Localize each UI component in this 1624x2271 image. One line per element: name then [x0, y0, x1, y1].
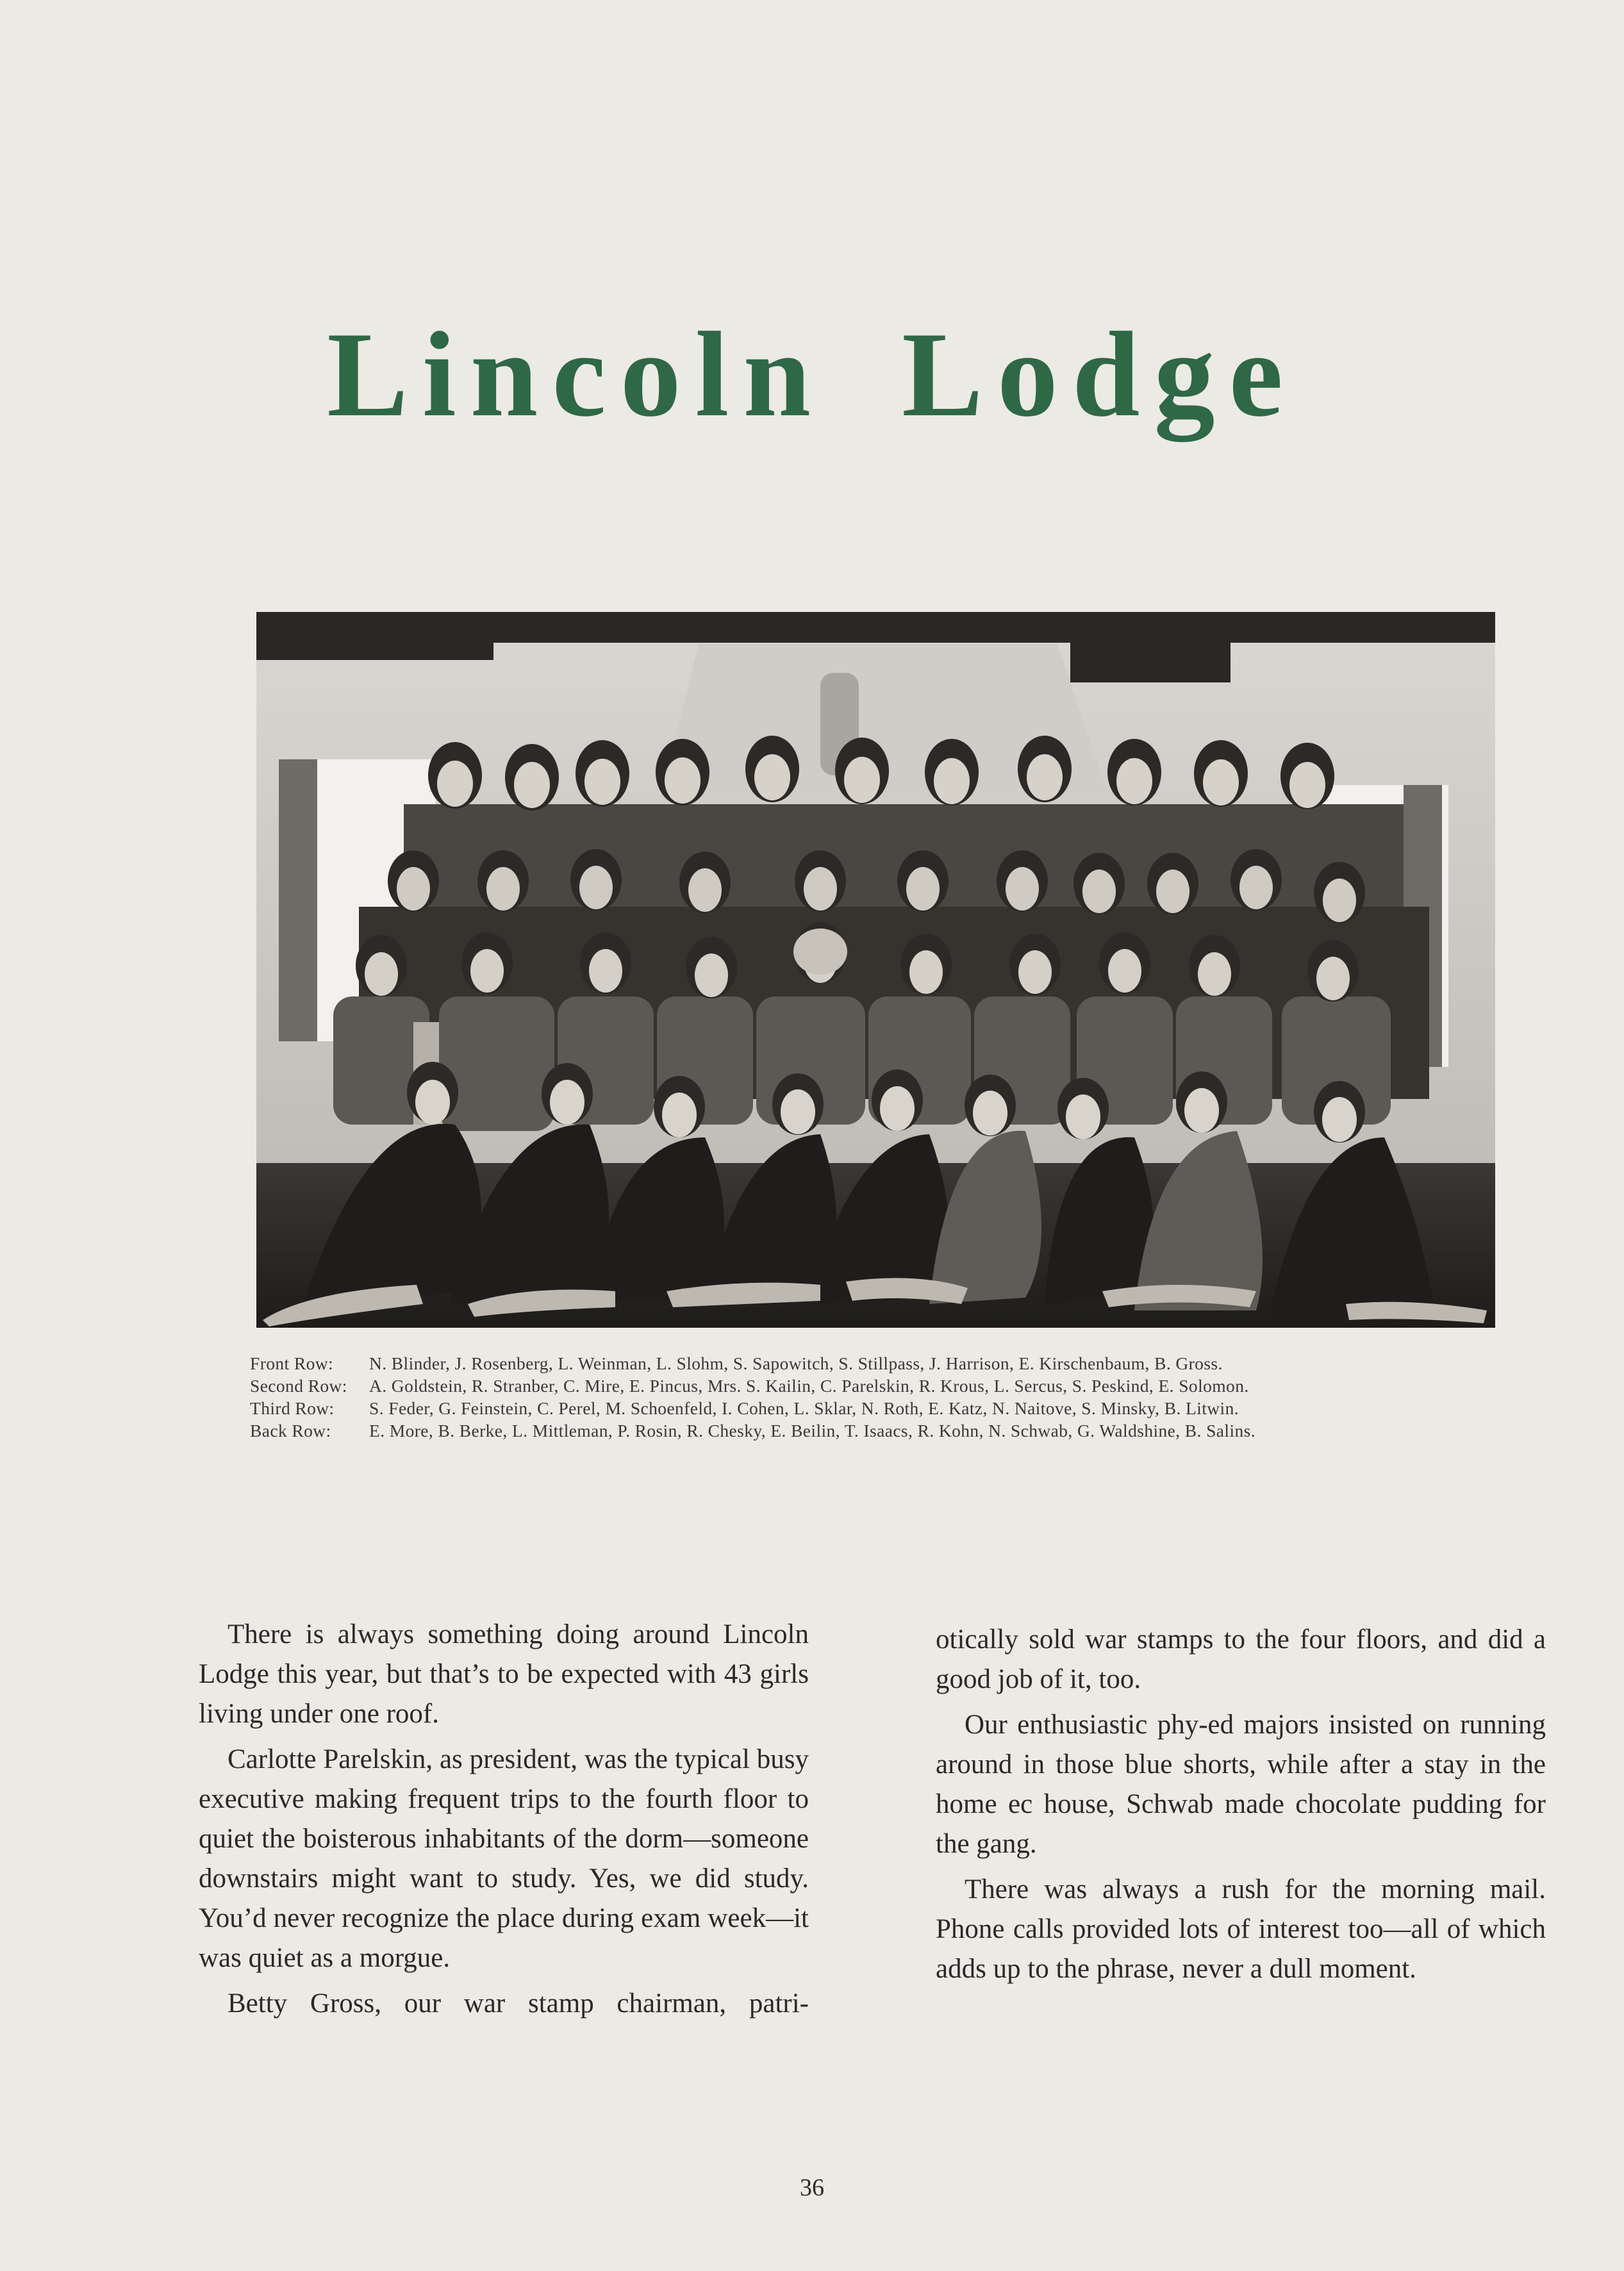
photo-caption	[250, 1352, 1506, 1442]
title-word-lincoln: Lincoln	[327, 308, 825, 442]
paragraph: Betty Gross, our war stamp chairman, patri-	[228, 1988, 809, 2019]
caption-row-second: Second Row: A. Goldstein, R. Stranber, C. Mire, E. Pincus, Mrs. S. Kailin, C. Parelskin, R. Krous, L. Sercus, S. Peskind, E. Solomon.	[250, 1376, 1249, 1396]
paragraph: Our enthusiastic phy-ed majors insisted on running around in those blue shorts, while after a stay in the home ec house, Schwab made chocolate pudding for the gang.	[936, 1710, 1546, 1859]
page-title	[0, 308, 1624, 442]
paragraph: There is always something doing around Lincoln Lodge this year, but that’s to be expected with 43 girls living under one roof.	[199, 1619, 809, 1729]
page-number: 36	[800, 2174, 824, 2201]
group-photo	[256, 612, 1495, 1328]
body-column-right	[936, 1620, 1546, 1995]
caption-row-front: Front Row: N. Blinder, J. Rosenberg, L. Weinman, L. Slohm, S. Sapowitch, S. Stillpass, J. Harrison, E. Kirschenbaum, B. Gross.	[250, 1353, 1223, 1373]
caption-row-third: Third Row: S. Feder, G. Feinstein, C. Perel, M. Schoenfeld, I. Cohen, L. Sklar, N. Roth, E. Katz, N. Naitove, S. Minsky, B. Litwin.	[250, 1398, 1239, 1418]
caption-row-back: Back Row: E. More, B. Berke, L. Mittleman, P. Rosin, R. Chesky, E. Beilin, T. Isaacs, R. Kohn, N. Schwab, G. Waldshine, B. Salins.	[250, 1421, 1256, 1441]
paragraph: There was always a rush for the morning mail. Phone calls provided lots of interest too—all of which adds up to the phrase, never a dull moment.	[936, 1874, 1546, 1984]
paragraph: otically sold war stamps to the four floors, and did a good job of it, too.	[936, 1624, 1546, 1694]
paragraph: Carlotte Parelskin, as president, was the typical busy executive making frequent trips to the fourth floor to quiet the boisterous inhabitants of the dorm—someone downstairs might want to study. Yes, we did study. You’d never recognize the place during exam week—it was quiet as a morgue.	[199, 1744, 809, 1973]
title-word-lodge: Lodge	[902, 308, 1297, 442]
body-column-left	[199, 1615, 809, 2029]
